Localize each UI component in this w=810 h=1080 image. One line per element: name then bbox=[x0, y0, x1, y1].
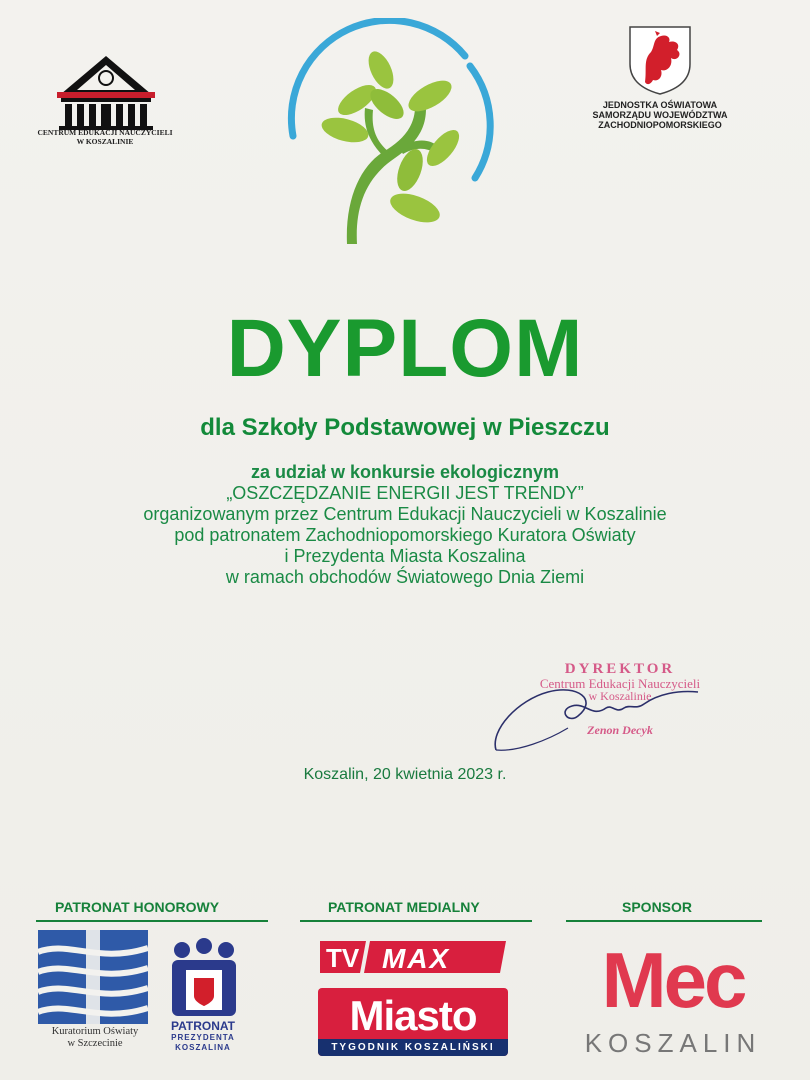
tree-emblem bbox=[265, 18, 505, 250]
ced-building-logo bbox=[55, 52, 157, 130]
footer-rule-left bbox=[36, 920, 268, 922]
diploma-body bbox=[0, 462, 810, 588]
body-line-4: pod patronatem Zachodniopomorskiego Kuratora Oświaty bbox=[174, 525, 636, 545]
kuratorium-logo bbox=[38, 930, 148, 1024]
signature bbox=[488, 680, 708, 760]
max-text: MAX bbox=[382, 943, 451, 974]
kuratorium-caption bbox=[30, 1026, 160, 1050]
footer-rule-middle bbox=[300, 920, 532, 922]
footer-rule-right bbox=[566, 920, 762, 922]
jos-caption bbox=[575, 100, 745, 130]
patronat-prezydenta-logo bbox=[166, 938, 242, 1018]
kuratorium-line-2: w Szczecinie bbox=[67, 1038, 123, 1049]
stamp-institution: Centrum Edukacji Nauczycieli bbox=[539, 676, 701, 691]
body-line-1: za udział w konkursie ekologicznym bbox=[250, 462, 560, 482]
body-line-5: i Prezydenta Miasta Koszalina bbox=[284, 546, 526, 566]
miasto-subtitle: TYGODNIK KOSZALIŃSKI bbox=[318, 1039, 508, 1056]
stamp-city: w Koszalinie bbox=[588, 689, 652, 703]
mec-city: KOSZALIN bbox=[584, 1028, 762, 1058]
issue-date: Koszalin, 20 kwietnia 2023 r. bbox=[303, 766, 507, 783]
stamp-name: Zenon Decyk bbox=[587, 723, 653, 737]
body-line-6: w ramach obchodów Światowego Dnia Ziemi bbox=[225, 567, 585, 587]
ced-city: W KOSZALINIE bbox=[76, 137, 134, 146]
patronat-word: PATRONAT bbox=[171, 1019, 235, 1033]
tvmax-logo bbox=[320, 937, 506, 975]
ced-name: CENTRUM EDUKACJI NAUCZYCIELI bbox=[37, 128, 173, 137]
honorary-patronage-heading: PATRONAT HONOROWY bbox=[55, 899, 220, 915]
recipient-line: dla Szkoły Podstawowej w Pieszczu bbox=[200, 414, 610, 441]
jos-line-3: ZACHODNIOPOMORSKIEGO bbox=[598, 120, 722, 130]
kuratorium-line-1: Kuratorium Oświaty bbox=[51, 1026, 139, 1037]
jos-line-1: JEDNOSTKA OŚWIATOWA bbox=[602, 100, 718, 110]
sponsor-heading: SPONSOR bbox=[622, 899, 693, 915]
body-line-3: organizowanym przez Centrum Edukacji Nauczycieli w Koszalinie bbox=[143, 504, 667, 524]
patronat-line-2: PREZYDENTA bbox=[171, 1033, 235, 1042]
miasto-word: Miasto bbox=[349, 992, 477, 1039]
miasto-logo bbox=[318, 988, 508, 1056]
ced-logo-caption bbox=[30, 128, 180, 146]
griffin-crest-icon bbox=[627, 24, 693, 96]
tv-text: TV bbox=[326, 943, 360, 973]
body-line-2: „OSZCZĘDZANIE ENERGII JEST TRENDY” bbox=[226, 483, 584, 503]
patronat-sub bbox=[163, 1033, 243, 1053]
media-patronage-heading: PATRONAT MEDIALNY bbox=[328, 899, 480, 915]
patronat-line-3: KOSZALINA bbox=[175, 1043, 231, 1052]
mec-logo: Mec bbox=[601, 936, 745, 1024]
stamp-title: DYREKTOR bbox=[564, 661, 676, 677]
jos-line-2: SAMORZĄDU WOJEWÓDZTWA bbox=[592, 110, 728, 120]
diploma-title: DYPLOM bbox=[226, 303, 584, 394]
